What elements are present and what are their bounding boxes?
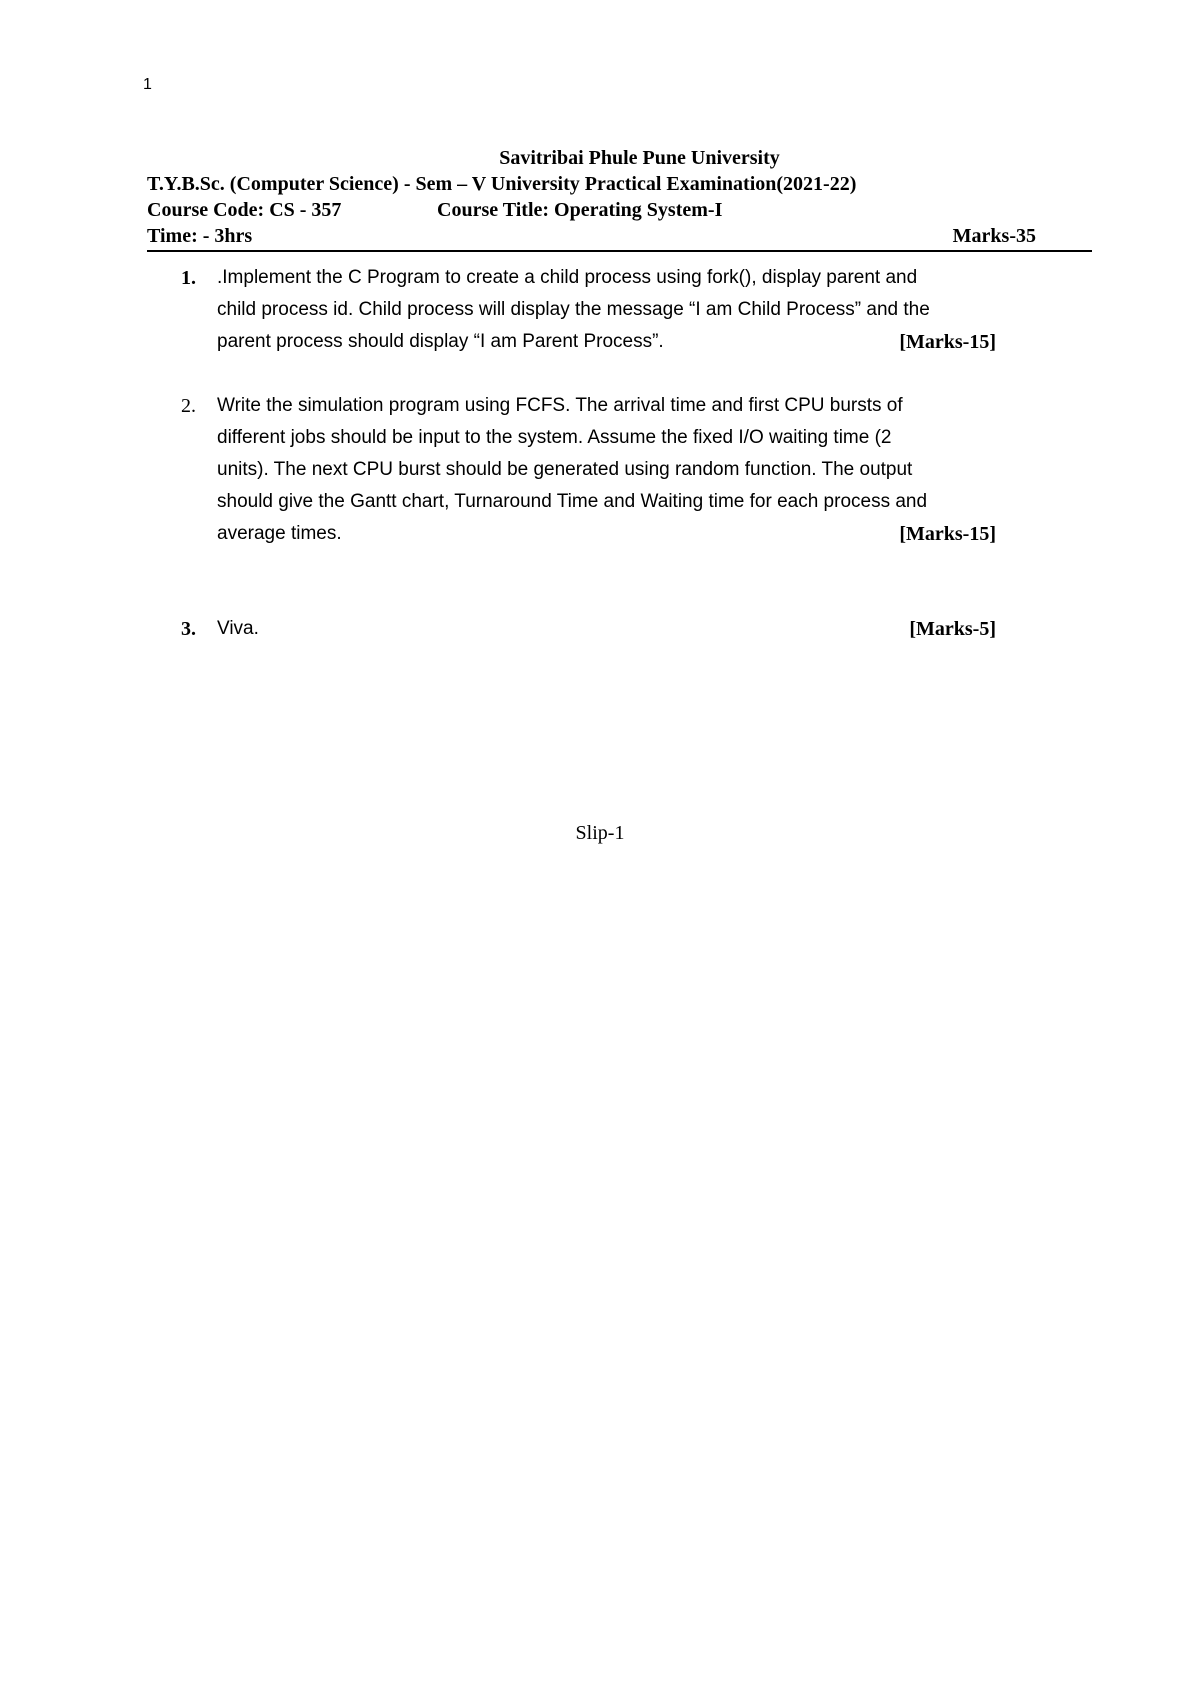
question-1: [147, 262, 1087, 358]
question-text-line: Write the simulation program using FCFS. The arrival time and first CPU bursts of: [217, 395, 903, 416]
question-number: 1.: [181, 267, 196, 289]
course-title: Course Title: Operating System-I: [437, 199, 723, 221]
page-number: 1: [143, 76, 152, 93]
question-2: [147, 390, 1087, 550]
question-text-line: units). The next CPU burst should be generated using random function. The output: [217, 459, 913, 480]
question-text-line: different jobs should be input to the system. Assume the fixed I/O waiting time (2: [217, 427, 892, 448]
total-marks: Marks-35: [952, 225, 1036, 247]
exam-title: T.Y.B.Sc. (Computer Science) - Sem – V University Practical Examination(2021-22): [147, 173, 857, 195]
question-text-line: parent process should display “I am Parent Process”.: [217, 331, 664, 352]
exam-time: Time: - 3hrs: [147, 225, 253, 247]
question-3: [147, 613, 1087, 645]
question-list: [147, 262, 1087, 645]
question-number: 3.: [181, 618, 196, 640]
question-text-line: child process id. Child process will display the message “I am Child Process” and the: [217, 299, 930, 320]
question-text-line: .Implement the C Program to create a child process using fork(), display parent and: [217, 267, 918, 288]
university-name: Savitribai Phule Pune University: [499, 147, 780, 169]
course-row: [147, 197, 1092, 223]
question-last-line: [217, 613, 996, 645]
slip-label: Slip-1: [575, 822, 625, 844]
course-code: Course Code: CS - 357: [147, 199, 342, 221]
question-last-line: [217, 326, 996, 358]
question-text-line: average times.: [217, 523, 342, 544]
exam-header: [147, 145, 1092, 252]
question-last-line: [217, 518, 996, 550]
question-number: 2.: [181, 395, 196, 417]
question-marks: [Marks-15]: [899, 331, 996, 353]
question-marks: [Marks-15]: [899, 523, 996, 545]
question-marks: [Marks-5]: [909, 618, 996, 640]
question-text-line: Viva.: [217, 618, 259, 639]
time-marks-row: [147, 223, 1092, 252]
question-text-line: should give the Gantt chart, Turnaround Time and Waiting time for each process and: [217, 491, 928, 512]
